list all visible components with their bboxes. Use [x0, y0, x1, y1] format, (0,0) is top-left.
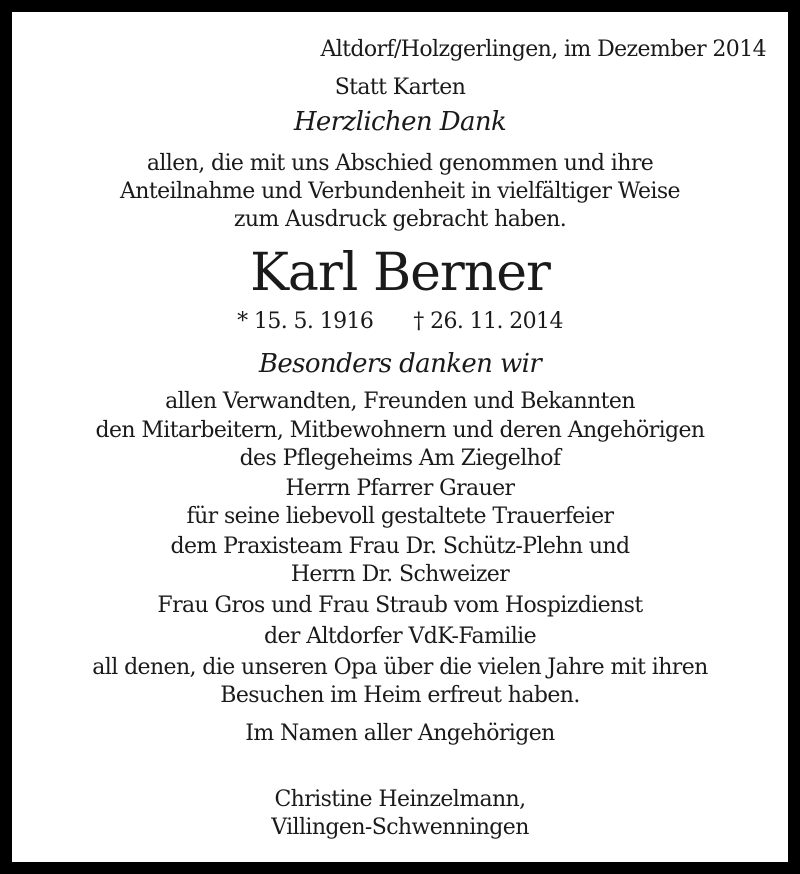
thanks-line: all denen, die unseren Opa über die vielen Jahre mit ihren [92, 655, 708, 680]
death-date: † 26. 11. 2014 [413, 309, 563, 334]
life-dates [12, 308, 788, 336]
on-behalf-line: Im Namen aller Angehörigen [245, 721, 555, 746]
obituary-thank-you-notice [12, 12, 788, 862]
thanks-line: Besuchen im Heim erfreut haben. [220, 683, 580, 708]
heading-besonders-danken-wir: Besonders danken wir [258, 349, 542, 379]
signature-name: Christine Heinzelmann, [274, 787, 526, 812]
intro-line: zum Ausdruck gebracht haben. [233, 207, 567, 232]
thanks-line: des Pflegeheims Am Ziegelhof [239, 446, 561, 471]
thanks-line: Herrn Pfarrer Grauer [285, 476, 515, 501]
intro-line: allen, die mit uns Abschied genommen und ihre [146, 151, 654, 176]
heading-herzlichen-dank: Herzlichen Dank [293, 107, 507, 137]
signature-place: Villingen-Schwenningen [271, 815, 529, 840]
thanks-line: für seine liebevoll gestaltete Trauerfeier [186, 504, 614, 529]
thanks-line: den Mitarbeitern, Mitbewohnern und deren Angehörigen [95, 418, 705, 443]
thanks-line: Frau Gros und Frau Straub vom Hospizdienst [157, 593, 643, 618]
thanks-line: Herrn Dr. Schweizer [290, 562, 510, 587]
place-date: Altdorf/Holzgerlingen, im Dezember 2014 [320, 37, 766, 62]
birth-date: * 15. 5. 1916 [237, 309, 374, 334]
thanks-line: der Altdorfer VdK-Familie [263, 624, 536, 649]
thanks-line: allen Verwandten, Freunden und Bekannten [165, 389, 635, 414]
statt-karten: Statt Karten [334, 75, 466, 100]
thanks-line: dem Praxisteam Frau Dr. Schütz-Plehn und [170, 534, 630, 559]
deceased-name: Karl Berner [250, 243, 550, 303]
intro-line: Anteilnahme und Verbundenheit in vielfältiger Weise [120, 179, 680, 204]
